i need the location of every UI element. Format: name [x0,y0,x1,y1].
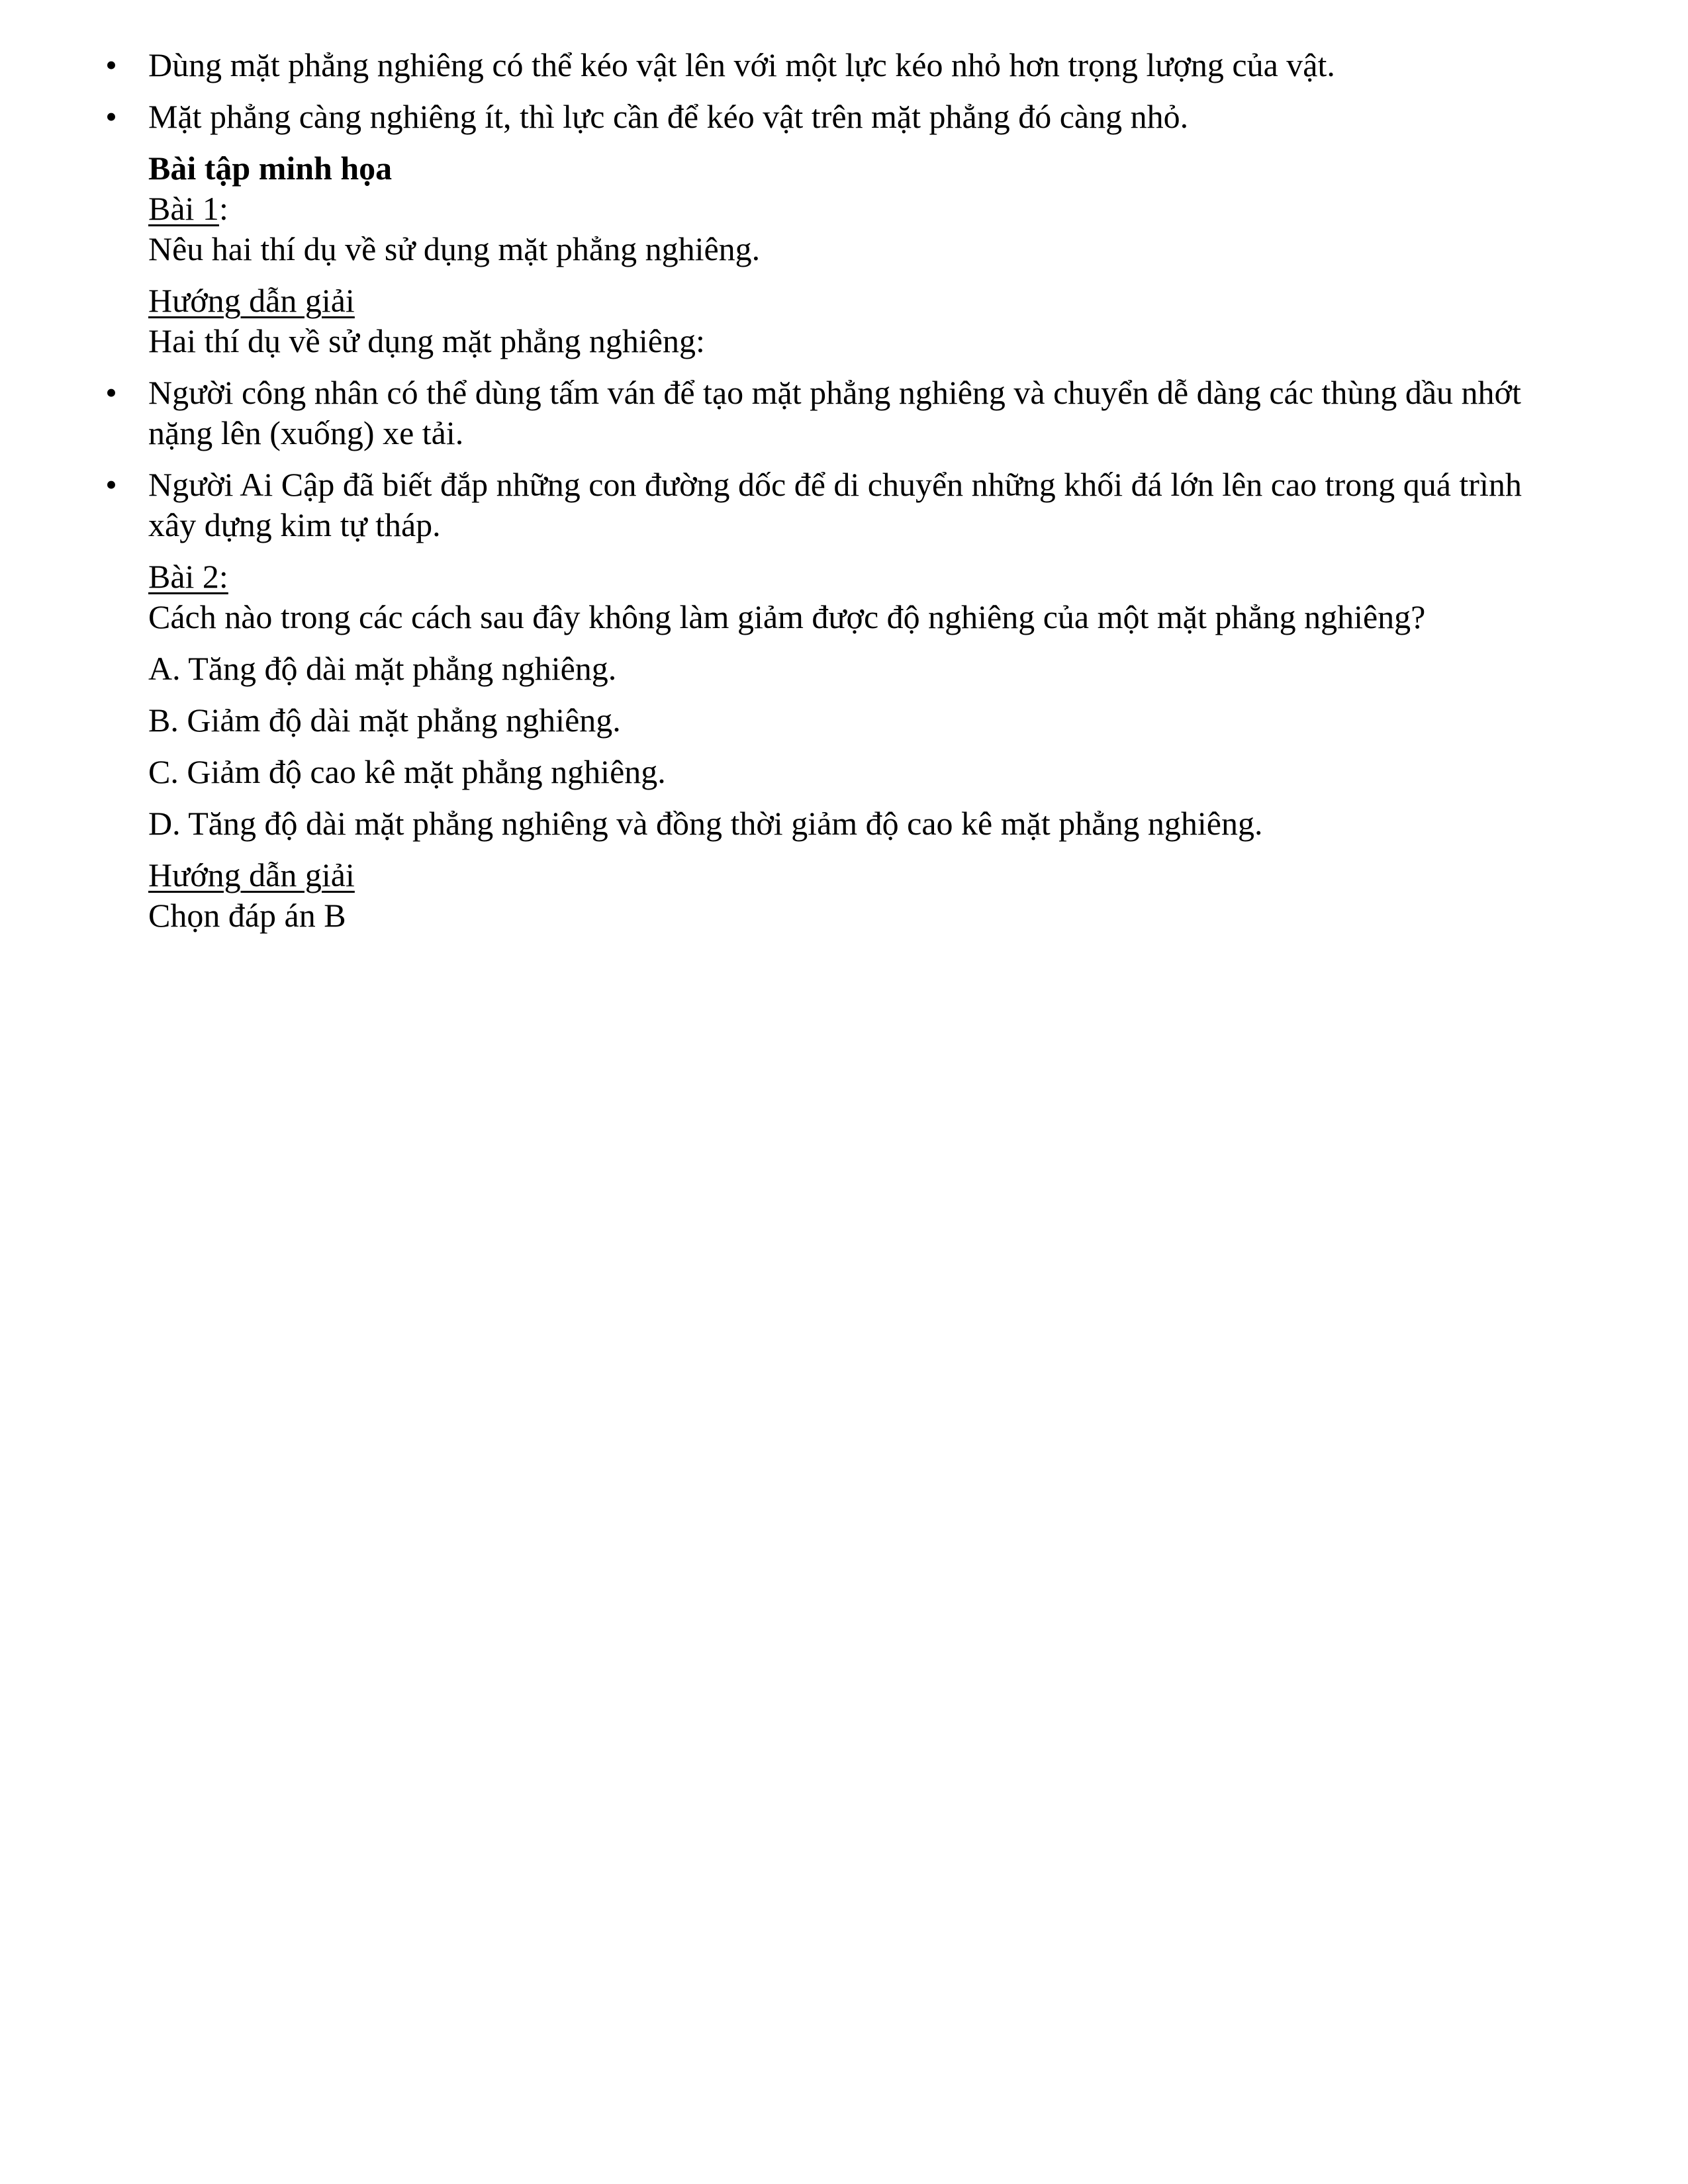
exercise-1-answer-bullet [105,373,1571,453]
exercise-1-guide-label-text: Hướng dẫn giải [148,282,355,319]
exercise-2-label-text: Bài 2: [148,558,228,595]
intro-bullet-text: Dùng mặt phẳng nghiêng có thể kéo vật lên với một lực kéo nhỏ hơn trọng lượng của vật. [148,46,1335,83]
exercise-2-guide-label [148,855,1571,895]
exercise-2-option-b: B. Giảm độ dài mặt phẳng nghiêng. [148,702,621,739]
exercise-2-option-d: D. Tăng độ dài mặt phẳng nghiêng và đồng thời giảm độ cao kê mặt phẳng nghiêng. [148,805,1263,842]
exercise-2-question: Cách nào trong các cách sau đây không làm giảm được độ nghiêng của một mặt phẳng nghiêng? [148,598,1426,635]
intro-bullet-text: Mặt phẳng càng nghiêng ít, thì lực cần để kéo vật trên mặt phẳng đó càng nhỏ. [148,98,1189,135]
bullet-icon: • [105,98,117,135]
exercise-2-label [148,557,1571,597]
exercise-1-label-suffix: : [218,190,228,227]
exercise-1-answer-text: Người công nhân có thể dùng tấm ván để tạo mặt phẳng nghiêng và chuyển dễ dàng các thùng dầu nhớt nặng lên (xuống) xe tải. [148,374,1521,451]
exercise-1-label [148,189,1571,229]
exercise-1-question: Nêu hai thí dụ về sử dụng mặt phẳng nghiêng. [148,230,761,267]
bullet-icon: • [105,46,117,83]
bullet-icon: • [105,374,117,411]
exercise-2-option-c: C. Giảm độ cao kê mặt phẳng nghiêng. [148,753,666,790]
exercise-1-guide-label [148,281,1571,321]
bullet-icon: • [105,466,117,503]
exercise-2-answer: Chọn đáp án B [148,897,346,934]
exercise-1-answer-bullet [105,465,1571,545]
exercise-1-answer-text: Người Ai Cập đã biết đắp những con đường dốc để di chuyển những khối đá lớn lên cao trong quá trình xây dựng kim tự tháp. [148,466,1522,543]
exercise-2-guide-label-text: Hướng dẫn giải [148,856,355,893]
section-title: Bài tập minh họa [148,150,393,187]
exercise-2-option-a: A. Tăng độ dài mặt phẳng nghiêng. [148,650,617,687]
exercise-1-label-text: Bài 1 [148,190,219,227]
intro-bullet-item [105,97,1571,137]
exercise-1-answer-intro: Hai thí dụ về sử dụng mặt phẳng nghiêng: [148,322,705,359]
document-content [105,45,1571,936]
intro-bullet-item [105,45,1571,85]
